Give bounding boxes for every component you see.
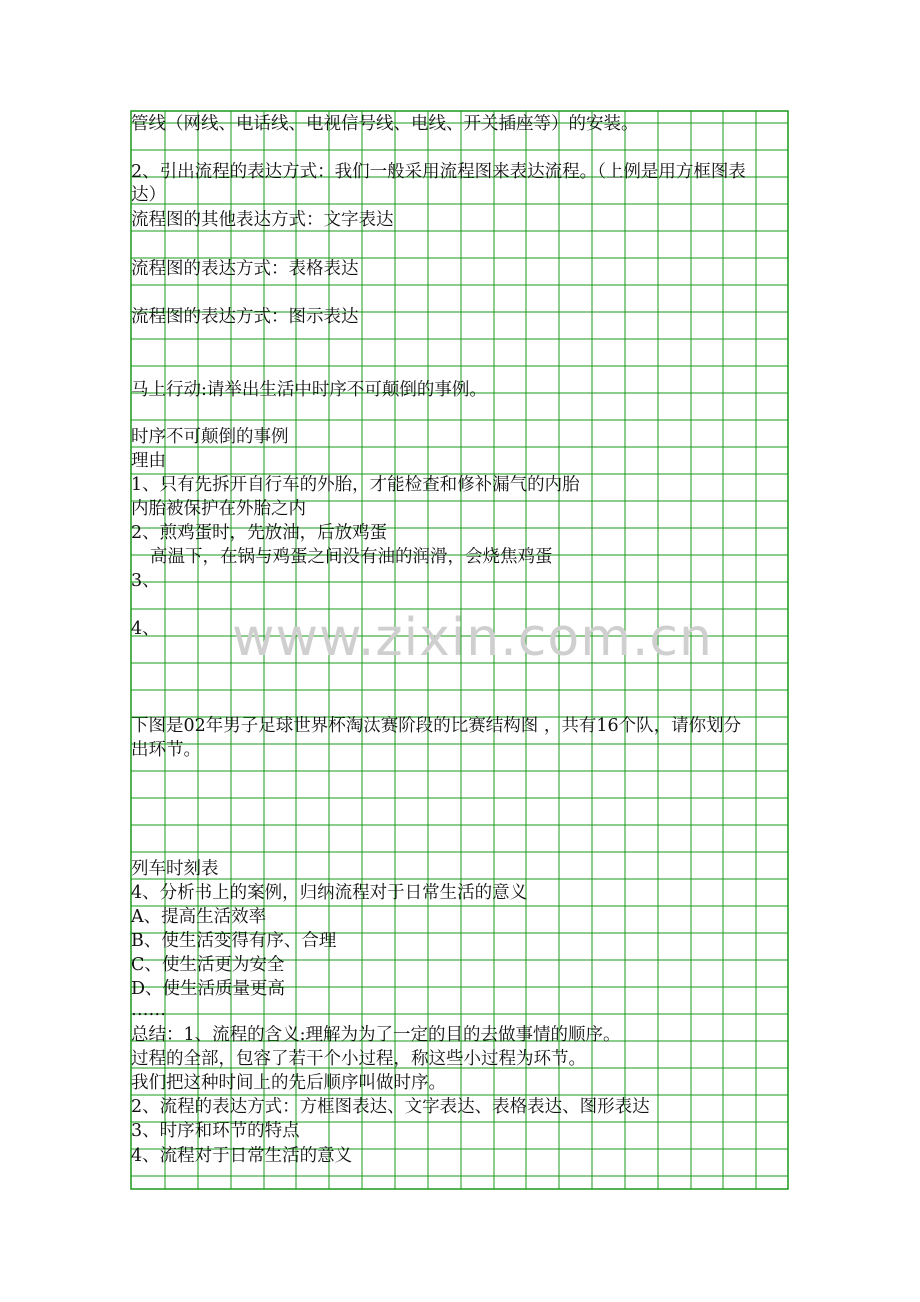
text-line: 2、引出流程的表达方式：我们一般采用流程图来表达流程。（上例是用方框图表 [131,162,746,182]
text-line: 流程图的其他表达方式：文字表达 [131,210,394,230]
text-line: 4、分析书上的案例，归纳流程对于日常生活的意义 [131,883,528,903]
text-line: A、提高生活效率 [131,907,267,927]
text-line: 1、只有先拆开自行车的外胎，才能检查和修补漏气的内胎 [131,475,580,495]
text-line: B、使生活变得有序、合理 [131,931,337,951]
text-line: 2、煎鸡蛋时，先放油，后放鸡蛋 [131,523,388,543]
text-line: 流程图的表达方式：表格表达 [131,259,359,279]
text-line: 管线（网线、电话线、电视信号线、电线、开关插座等）的安装。 [131,114,639,134]
text-line: 过程的全部，包容了若干个小过程，称这些小过程为环节。 [131,1049,586,1069]
text-line: 总结：1、流程的含义:理解为为了一定的目的去做事情的顺序。 [131,1025,621,1045]
text-line: 4、 [131,619,160,639]
text-line: 列车时刻表 [131,859,219,879]
text-line: 2、流程的表达方式：方框图表达、文字表达、表格表达、图形表达 [131,1097,650,1117]
text-line: C、使生活更为安全 [131,955,285,975]
text-line: 理由 [131,451,166,471]
text-line: 时序不可颠倒的事例 [131,427,289,447]
text-line: 马上行动:请举出生活中时序不可颠倒的事例。 [131,380,487,400]
text-line: 3、 [131,571,160,591]
text-line: 内胎被保护在外胎之内 [131,499,306,519]
text-line: …… [131,1000,166,1020]
text-line: D、使生活质量更高 [131,979,286,999]
text-line: 达） [131,185,166,205]
text-line: 出环节。 [131,740,201,760]
text-line: 流程图的表达方式：图示表达 [131,307,359,327]
text-line: 高温下，在锅与鸡蛋之间没有油的润滑，会烧焦鸡蛋 [150,547,553,567]
text-line: 4、流程对于日常生活的意义 [131,1146,353,1166]
text-line: 下图是02年男子足球世界杯淘汰赛阶段的比赛结构图 ，共有16个队，请你划分 [131,716,742,736]
watermark: www.zixin.com.cn [232,608,713,668]
text-line: 3、时序和环节的特点 [131,1121,300,1141]
text-line: 我们把这种时间上的先后顺序叫做时序。 [131,1073,446,1093]
